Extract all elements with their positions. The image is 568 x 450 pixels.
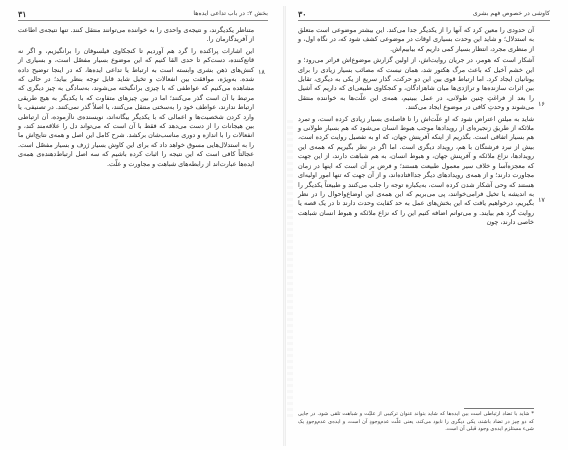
right-margin-number-17: ۱۷ <box>538 196 545 204</box>
right-paragraph-2 <box>298 56 534 112</box>
left-paragraph-1-text: متناظر یکدیگرند، و نتیجه‌ی واحدی را به خواننده می‌توانند منتقل کنند. تنها نتیجه‌ی اطاعت از آفریدگارمان را. <box>18 26 254 44</box>
left-paragraph-2-text: این اشارات پراکنده را گرد هم آوردیم تا کنجکاوی فیلسوفان را برانگیزیم، و اگر نه قانع‌کننده، دست‌کم تا حدی القا کنیم که این موضوع بسیار مفصّل است، و بسیاری از کنش‌های ذهن بشری وابسته است به ارتباط یا تداعی ایده‌ها، که در اینجا توضیح داده شده. به‌ویژه، موافقت بین انفعالات و تخیل شاید قابل توجه بنظر بیاید؛ در حالی که مشاهده می‌کنیم که عواطفی که با چیزی برانگیخته می‌شوند، به‌سادگی به چیز دیگری که مرتبط با آن است گذر می‌کنند؛ اما در بین چیزهای متفاوت که با یکدیگر به هیچ طریقی ارتباط ندارند، عواطف خود را به‌سختی منتقل می‌کنند، یا اصلاً گذر نمی‌کنند. در تصنیفی، یا وارد کردن شخصیت‌ها و اعمالی که با یکدیگر بیگانه‌اند، نویسنده‌ی ناآزموده، آن ارتباطی بین هیجانات را از دست می‌دهد که فقط با آن است که می‌تواند دل را علاقه‌مند کند، و انفعالات را با اندازه و دوری مناسب‌شان برکشد. شرح کامل این اصل و همه‌ی نتایج‌اش ما را به استدلال‌هایی مسوق خواهد داد که برای این کاوش بسیار ژرف و بسیار مفصّل است. عجالتاً کافی است که این نتیجه را اثبات کرده باشیم که سه اصل ارتباط‌دهنده‌ی همه‌ی ایده‌ها عبارت‌اند از رابطه‌های شباهت و مجاورت و علّت. <box>18 46 254 168</box>
left-page-body <box>18 26 254 171</box>
right-page-body <box>298 26 534 230</box>
right-page <box>286 0 568 450</box>
right-page-number: ۳۰ <box>298 9 307 19</box>
right-paragraph-1-text: آن حدودی را معین کرد که آنها را از یکدیگر جدا می‌کند. این بیشتر موضوعی است متعلق به استدلال؛ و شاید این وحدت بسیاری اوقات در موضوعی کشف شود که، در نگاه اول، و از منظری مجرد، انتظار بسیار کمی داریم که بیابیم‌اش. <box>298 26 534 53</box>
left-page-header <box>18 8 268 21</box>
right-paragraph-3-text: شاید به میلتن اعتراض شود که او علّت‌اش را تا فاصله‌ی بسیار زیادی کرده است، و تمرد ملائکه از طریق زنجیره‌ای از رویدادها موجب هبوط انسان می‌شود که هم بسیار طولانی و هم بسیار اتفاقی است. بگذریم از اینکه آفرینش جهان، که او به تفصیل روایت کرده است، بیش از نبرد فرشتگان با هم، رویداد دیگری است. اما اگر در نظر بگیریم که همه‌ی این رویدادها، نزاع ملائکه و آفرینش جهان، و هبوط انسان، به هم شباهت دارند، از این جهت که معجزه‌آسا و خلاف سیر معمول طبیعت هستند؛ و فرض بر آن است که اینها در زمان مجاورت دارند؛ و از همه‌ی رویدادهای دیگر جداافتاده‌اند، و از آن جهت که تنها امور اولیه‌ای هستند که وحی آشکار شدن کرده است، به‌یکباره توجه را جلب می‌کنند و طبیعتاً یکدیگر را به اندیشه یا تخیل فرامی‌خوانند، پی می‌بریم که این همه‌ی این اوضاع‌واحوال را در نظر بگیریم، درخواهیم یافت که این بخش‌های عمل به حد کفایت وحدت دارند تا در یک قصه یا روایت گرد هم بیایند. و می‌توانم اضافه کنیم این را که نزاع ملائکه و هبوط انسان شباهت خاصی دارند، چون <box>298 114 534 227</box>
right-running-head: کاوشی در خصوص فهم بشری <box>472 10 550 17</box>
left-paragraph-2 <box>18 47 254 169</box>
left-page <box>0 0 283 450</box>
right-page-header <box>298 8 550 21</box>
right-paragraph-1 <box>298 26 534 54</box>
left-margin-number-18: ۱۸ <box>258 68 265 76</box>
footnote-rule <box>464 408 534 409</box>
right-paragraph-2-text: آشکار است که هومر، در جریان روایت‌اش، از اولین گزارش موضوع‌اش فراتر می‌رود؛ و این خشم آخیل که باعث مرگ هکتور شد، همان نیست که مصائب بسیار زیادی را برای یونانیان ایجاد کرد. اما ارتباط قوی بین این دو حرکت، گذار سریع از یکی به دیگری، تقابل بین اثرات سازنده‌ها و تراژدی‌ها میان شاهزادگان، و کنجکاوی طبیعی‌ای که داریم که آشیل را بعد از فراغتِ چنین طولانی، در عمل ببینیم، همه‌ی این علّت‌ها به خواننده منتقل می‌شوند و وحدتِ کافی در موضوع ایجاد می‌کنند. <box>298 56 534 112</box>
left-running-head: بخش ۲: در باب تداعی ایده‌ها <box>193 10 268 17</box>
left-page-number: ۳۱ <box>18 9 27 19</box>
right-paragraph-3 <box>298 115 534 228</box>
left-paragraph-1 <box>18 26 254 45</box>
footnote: * شاید با تضاد ارتباطی است بین ایده‌ها که شاید بتواند عنوان ترکیبی از علیّت و شباهت تلقی شود. در جایی که دو چیز در تضاد باشند، یکی دیگری را نابود می‌کند، یعنی علّت عدم‌وجودِ آن است، و ایده‌ی عدم‌وجودِ یک شیء مستلزم ایده‌ی وجود قبلی آن است. <box>298 411 534 433</box>
right-margin-number-16: ۱۶ <box>538 100 545 108</box>
